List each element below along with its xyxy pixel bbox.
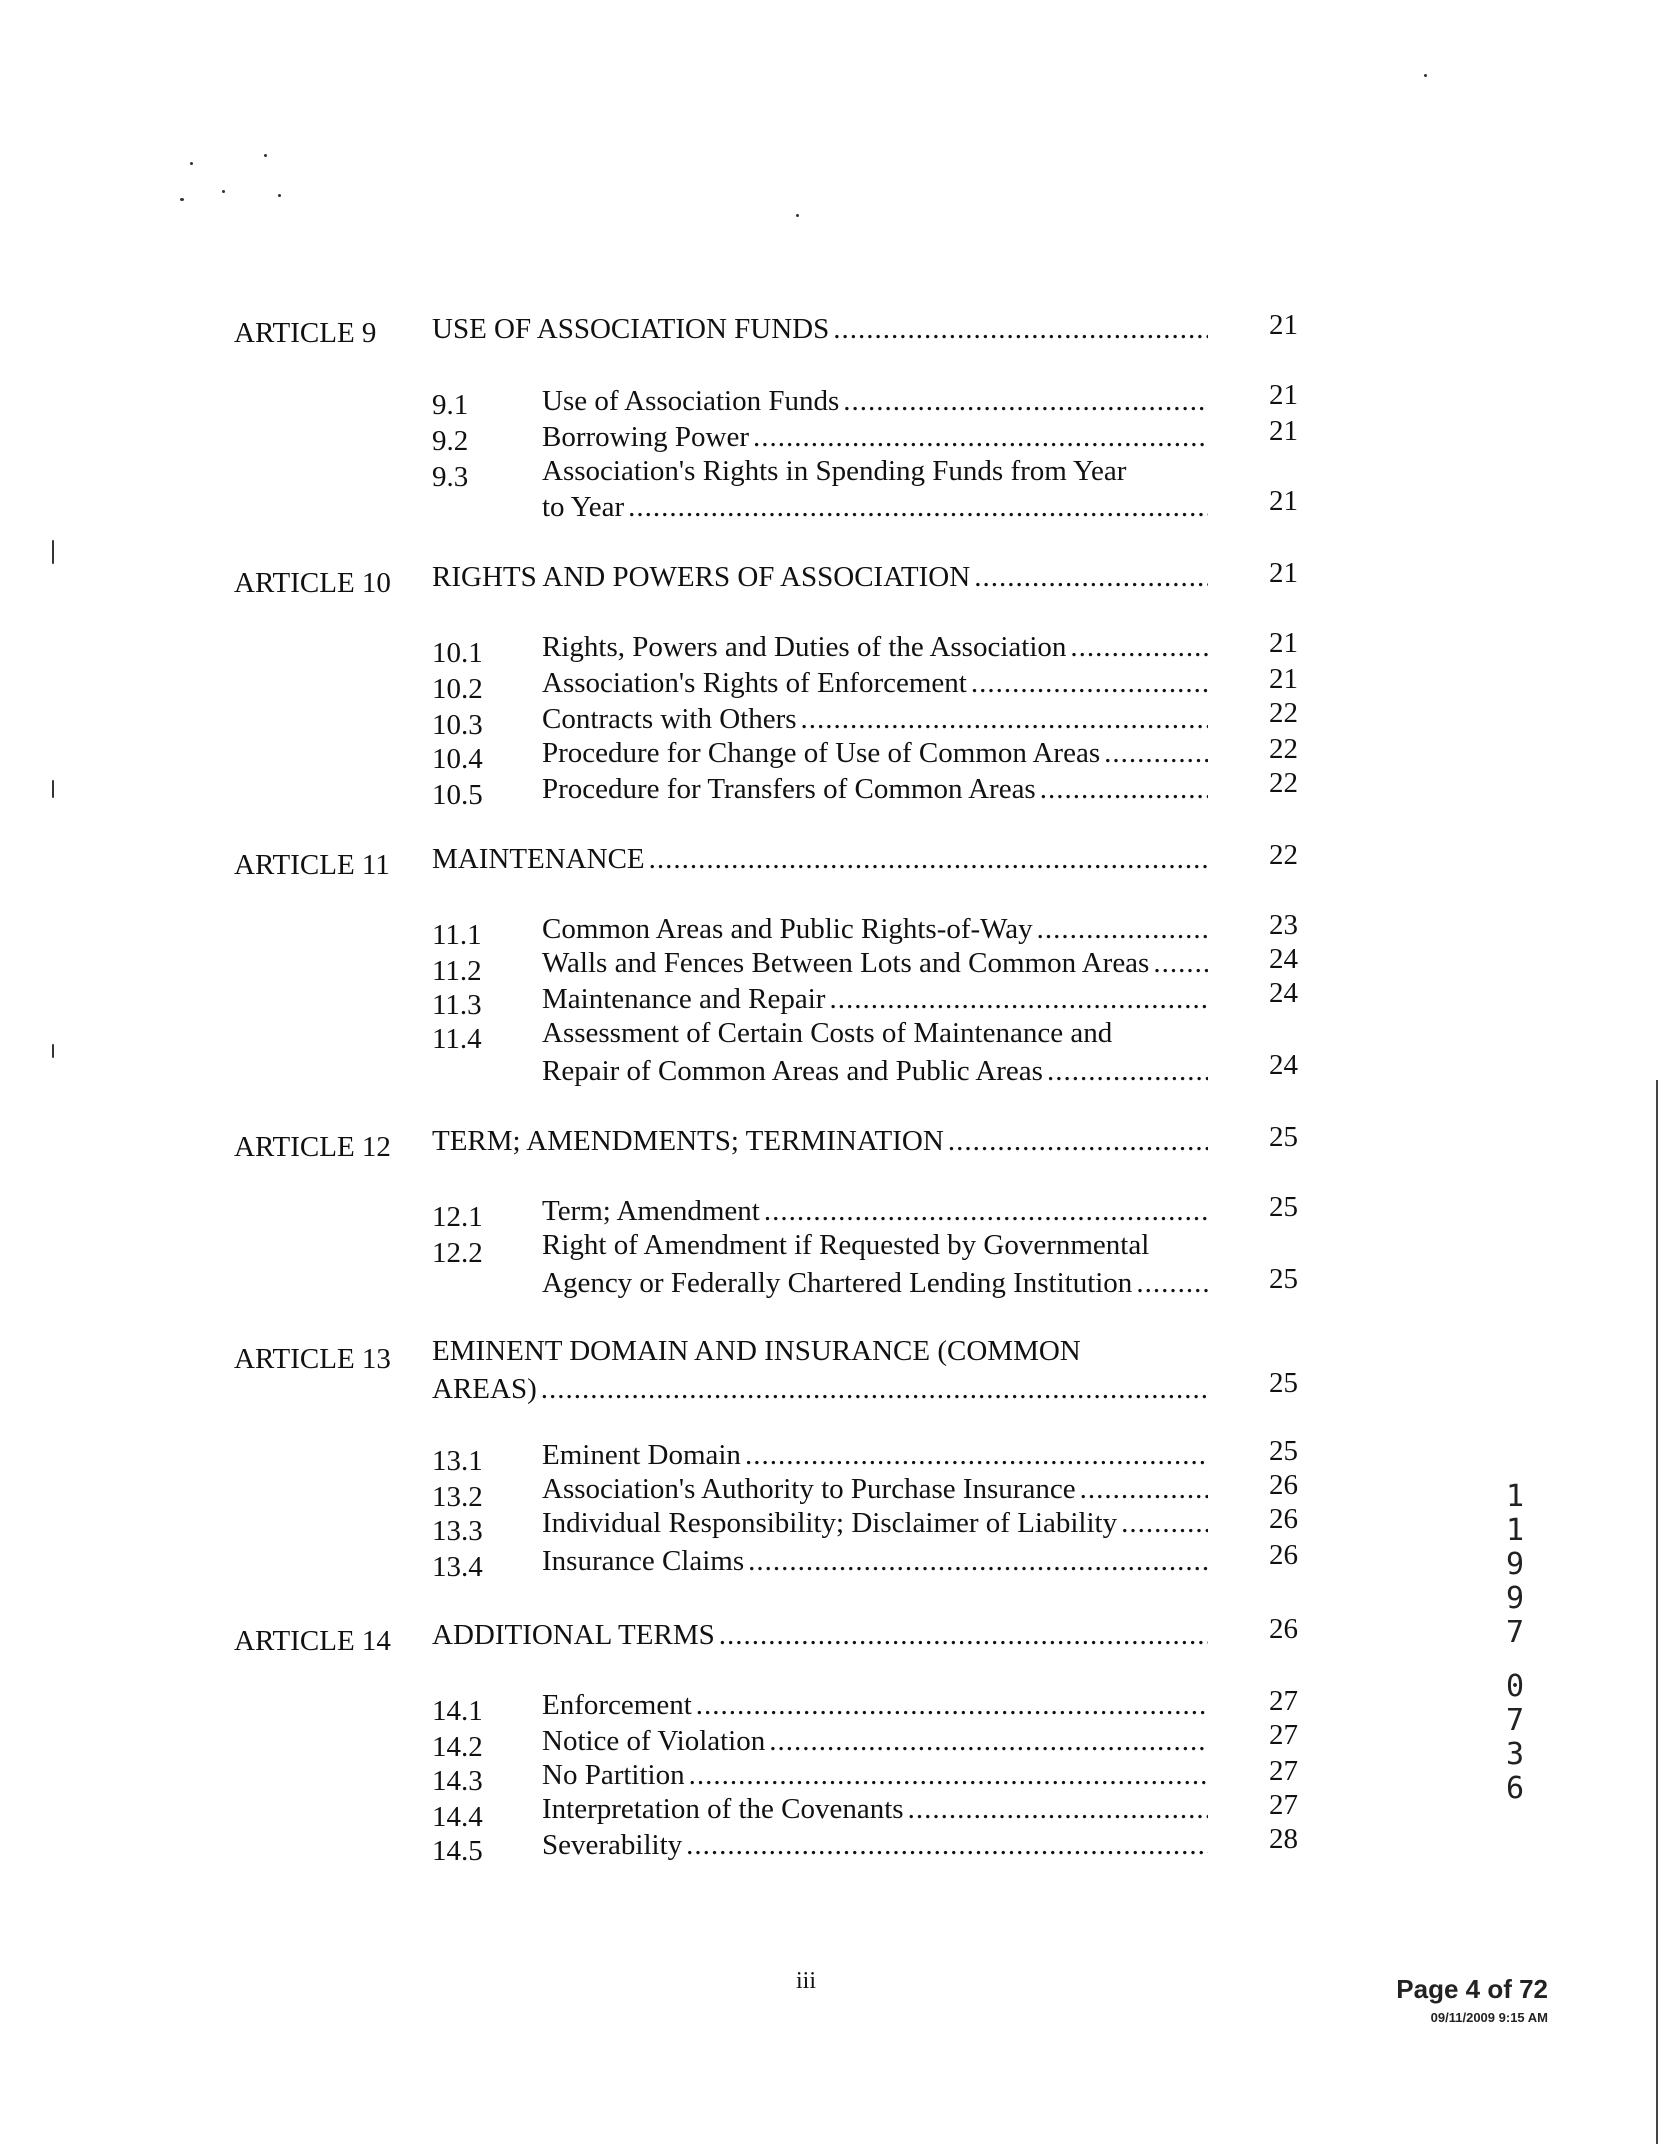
scan-speck — [278, 194, 281, 197]
article-label: ARTICLE 12 — [234, 1131, 391, 1163]
leader-dots — [1153, 946, 1208, 980]
section-number: 13.3 — [432, 1515, 483, 1547]
section-number: 11.1 — [432, 919, 482, 951]
section-title: Contracts with Others ..... — [542, 702, 1208, 736]
section-title: Severability ..... — [542, 1828, 1208, 1862]
leader-dots — [748, 1544, 1208, 1578]
section-page: 25 — [1269, 1191, 1298, 1223]
section-number: 9.3 — [432, 461, 469, 493]
section-title: Association's Authority to Purchase Insurance ..... — [542, 1472, 1208, 1506]
leader-dots — [689, 1758, 1208, 1792]
section-page: 21 — [1269, 379, 1298, 411]
section-title: Eminent Domain ..... — [542, 1438, 1208, 1472]
article-page: 21 — [1269, 309, 1298, 341]
scan-speck — [1424, 74, 1427, 77]
section-number: 12.2 — [432, 1237, 483, 1269]
leader-dots — [974, 560, 1208, 594]
section-title: Enforcement ..... — [542, 1688, 1208, 1722]
section-title: Interpretation of the Covenants ..... — [542, 1792, 1208, 1826]
leader-dots — [908, 1792, 1208, 1826]
article-page: 25 — [1269, 1121, 1298, 1153]
stamp-digit: 0 — [1505, 1669, 1525, 1704]
article-label: ARTICLE 11 — [234, 849, 390, 881]
article-title-line1: EMINENT DOMAIN AND INSURANCE (COMMON — [432, 1335, 1081, 1367]
stamp-digit: 7 — [1505, 1615, 1525, 1650]
section-page: 25 — [1269, 1435, 1298, 1467]
article-title: AREAS) ..... — [432, 1372, 1208, 1406]
timestamp: 09/11/2009 9:15 AM — [1430, 2010, 1548, 2025]
leader-dots — [769, 1724, 1208, 1758]
section-title: Rights, Powers and Duties of the Association ..... — [542, 630, 1208, 664]
article-label: ARTICLE 13 — [234, 1343, 391, 1375]
stamp-digit: 3 — [1505, 1737, 1525, 1772]
scan-speck — [222, 190, 225, 193]
section-title: Agency or Federally Chartered Lending Institution ..... — [542, 1266, 1208, 1300]
page-roman-number: iii — [796, 1968, 817, 1994]
section-number: 13.4 — [432, 1551, 483, 1583]
stamp-digit: 9 — [1505, 1581, 1525, 1616]
article-page: 26 — [1269, 1613, 1298, 1645]
section-number: 11.3 — [432, 989, 482, 1021]
leader-dots — [1037, 912, 1208, 946]
section-page: 27 — [1269, 1685, 1298, 1717]
leader-dots — [696, 1688, 1208, 1722]
section-number: 14.3 — [432, 1765, 483, 1797]
section-title: Repair of Common Areas and Public Areas ..... — [542, 1054, 1208, 1088]
section-title: Association's Rights of Enforcement ..... — [542, 666, 1208, 700]
leader-dots — [686, 1828, 1208, 1862]
section-number: 13.1 — [432, 1445, 483, 1477]
leader-dots — [745, 1438, 1208, 1472]
article-label: ARTICLE 10 — [234, 567, 391, 599]
leader-dots — [1121, 1506, 1208, 1540]
leader-dots — [1136, 1266, 1208, 1300]
article-title: RIGHTS AND POWERS OF ASSOCIATION ..... — [432, 560, 1208, 594]
section-page: 22 — [1269, 733, 1298, 765]
article-page: 22 — [1269, 839, 1298, 871]
leader-dots — [829, 982, 1208, 1016]
leader-dots — [833, 312, 1208, 346]
stamp-digit: 7 — [1505, 1703, 1525, 1738]
leader-dots — [719, 1618, 1208, 1652]
stamp-digit: 1 — [1505, 1479, 1525, 1514]
section-number: 9.1 — [432, 389, 469, 421]
article-title: USE OF ASSOCIATION FUNDS ..... — [432, 312, 1208, 346]
section-title: Walls and Fences Between Lots and Common Areas ..... — [542, 946, 1208, 980]
section-page: 21 — [1269, 627, 1298, 659]
section-title: No Partition ..... — [542, 1758, 1208, 1792]
section-title: Borrowing Power ..... — [542, 420, 1208, 454]
section-title: Use of Association Funds ..... — [542, 384, 1208, 418]
section-number: 11.2 — [432, 955, 482, 987]
section-number: 9.2 — [432, 425, 469, 457]
section-number: 10.1 — [432, 637, 483, 669]
leader-dots — [541, 1372, 1208, 1406]
page-edge-shadow — [1656, 1080, 1658, 2144]
section-number: 10.5 — [432, 779, 483, 811]
leader-dots — [1047, 1054, 1208, 1088]
leader-dots — [1070, 630, 1208, 664]
section-title: Notice of Violation ..... — [542, 1724, 1208, 1758]
scan-speck — [180, 198, 184, 201]
stamp-digit: 1 — [1505, 1513, 1525, 1548]
scan-speck — [52, 540, 54, 564]
page-of-indicator: Page 4 of 72 — [1396, 1974, 1548, 2004]
stamp-digit: 9 — [1505, 1547, 1525, 1582]
section-title: Insurance Claims ..... — [542, 1544, 1208, 1578]
section-title: Individual Responsibility; Disclaimer of Liability ..... — [542, 1506, 1208, 1540]
section-page: 26 — [1269, 1469, 1298, 1501]
section-page: 21 — [1269, 663, 1298, 695]
scan-speck — [190, 162, 193, 165]
scan-speck — [52, 780, 54, 798]
section-title: Term; Amendment ..... — [542, 1194, 1208, 1228]
article-title: TERM; AMENDMENTS; TERMINATION ..... — [432, 1124, 1208, 1158]
article-page: 21 — [1269, 557, 1298, 589]
article-title: MAINTENANCE ..... — [432, 842, 1208, 876]
section-title: Maintenance and Repair ..... — [542, 982, 1208, 1016]
section-number: 14.4 — [432, 1801, 483, 1833]
section-number: 11.4 — [432, 1023, 482, 1055]
leader-dots — [801, 702, 1208, 736]
stamp-digit: 6 — [1505, 1771, 1525, 1806]
section-page: 22 — [1269, 767, 1298, 799]
leader-dots — [628, 490, 1208, 524]
article-label: ARTICLE 14 — [234, 1625, 391, 1657]
section-title: to Year ..... — [542, 490, 1208, 524]
section-page: 24 — [1269, 943, 1298, 975]
section-page: 22 — [1269, 697, 1298, 729]
leader-dots — [948, 1124, 1208, 1158]
section-title-line1: Association's Rights in Spending Funds from Year — [542, 455, 1127, 487]
section-number: 14.5 — [432, 1835, 483, 1867]
section-page: 27 — [1269, 1755, 1298, 1787]
section-page: 27 — [1269, 1719, 1298, 1751]
leader-dots — [843, 384, 1208, 418]
section-number: 10.4 — [432, 743, 483, 775]
leader-dots — [753, 420, 1208, 454]
scan-speck — [264, 154, 267, 157]
section-page: 21 — [1269, 415, 1298, 447]
leader-dots — [764, 1194, 1208, 1228]
section-title-line1: Assessment of Certain Costs of Maintenance and — [542, 1017, 1113, 1049]
section-title: Procedure for Transfers of Common Areas ..... — [542, 772, 1208, 806]
leader-dots — [1104, 736, 1208, 770]
article-page: 25 — [1269, 1367, 1298, 1399]
article-label: ARTICLE 9 — [234, 317, 377, 349]
section-page: 24 — [1269, 1049, 1298, 1081]
article-title: ADDITIONAL TERMS ..... — [432, 1618, 1208, 1652]
section-page: 24 — [1269, 977, 1298, 1009]
section-number: 14.1 — [432, 1695, 483, 1727]
stamp-gap — [1500, 1650, 1530, 1670]
section-number: 10.2 — [432, 673, 483, 705]
section-number: 14.2 — [432, 1731, 483, 1763]
section-page: 26 — [1269, 1539, 1298, 1571]
scan-speck — [796, 214, 799, 217]
section-number: 12.1 — [432, 1201, 483, 1233]
leader-dots — [649, 842, 1208, 876]
section-number: 10.3 — [432, 709, 483, 741]
section-number: 13.2 — [432, 1481, 483, 1513]
section-page: 25 — [1269, 1263, 1298, 1295]
section-title: Common Areas and Public Rights-of-Way ..... — [542, 912, 1208, 946]
section-title: Procedure for Change of Use of Common Areas ..... — [542, 736, 1208, 770]
section-page: 21 — [1269, 485, 1298, 517]
section-page: 26 — [1269, 1503, 1298, 1535]
section-page: 27 — [1269, 1789, 1298, 1821]
section-title-line1: Right of Amendment if Requested by Governmental — [542, 1229, 1150, 1261]
leader-dots — [1080, 1472, 1208, 1506]
section-page: 28 — [1269, 1823, 1298, 1855]
section-page: 23 — [1269, 909, 1298, 941]
leader-dots — [971, 666, 1208, 700]
scan-speck — [52, 1044, 54, 1058]
recording-number-stamp — [1500, 1480, 1530, 1806]
leader-dots — [1040, 772, 1208, 806]
